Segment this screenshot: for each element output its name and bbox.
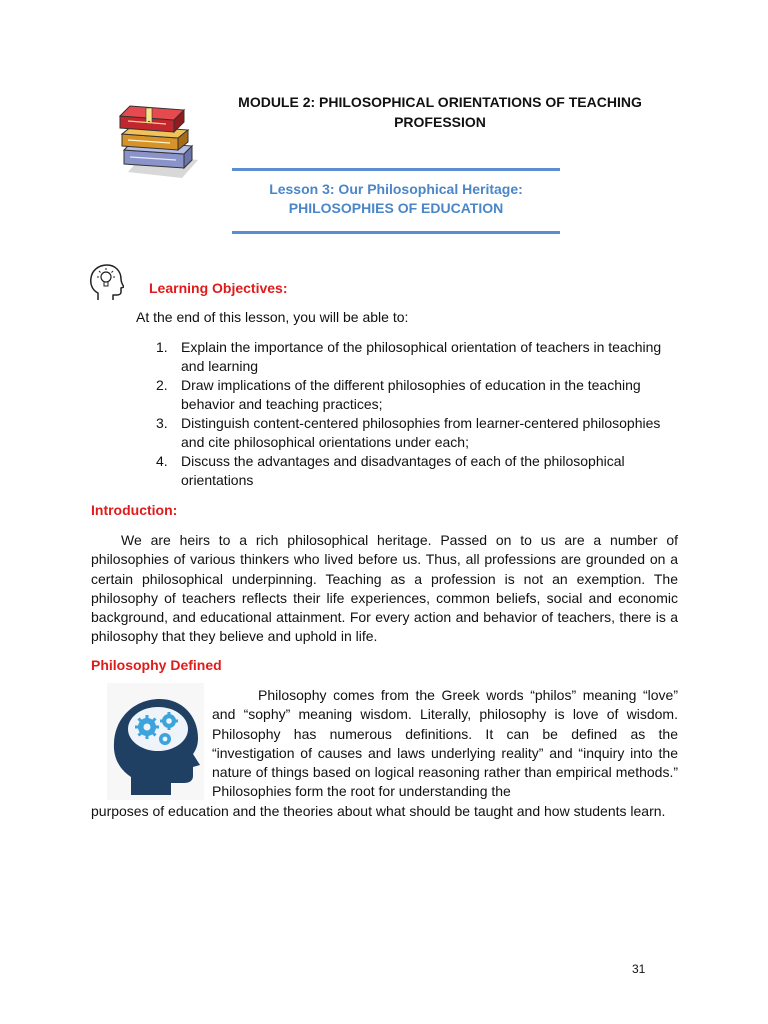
list-text: Draw implications of the different philosophies of education in the teaching behavior and teaching practices; [181,377,641,412]
lesson-title [232,180,560,218]
philosophy-defined-heading: Philosophy Defined [91,657,222,673]
list-text: Discuss the advantages and disadvantages of each of the philosophical orientations [181,453,625,488]
introduction-heading: Introduction: [91,502,178,518]
lesson-top-rule [232,168,560,171]
head-gears-image [107,683,204,800]
list-number: 3. [156,415,168,431]
list-item [156,376,676,414]
list-text: Distinguish content-centered philosophies from learner-centered philosophies and cite philosophical orientations under each; [181,415,661,450]
list-number: 2. [156,377,168,393]
lesson-title-line2: PHILOSOPHIES OF EDUCATION [288,200,504,216]
list-item [156,338,676,376]
page-number: 31 [632,962,646,976]
module-title [200,92,680,132]
book-stack-image [112,94,208,180]
lesson-bottom-rule [232,231,560,234]
module-title-line1: MODULE 2: PHILOSOPHICAL ORIENTATIONS OF TEACHING [238,94,642,110]
objectives-lead: At the end of this lesson, you will be able to: [136,309,409,325]
list-item [156,414,676,452]
list-item [156,452,676,490]
introduction-paragraph: We are heirs to a rich philosophical heritage. Passed on to us are a number of philosophies of various thinkers who lived before us. Thus, all professions are grounded on a certain philosophical underpinning. Teaching as a profession is not an exemption. The philosophy of teachers reflects their life experiences, common beliefs, social and economic background, and educational attainment. For every action and behavior of teachers, there is a philosophy that they believe and uphold in life. [91,532,678,645]
lightbulb-head-icon [88,263,124,303]
objectives-list [156,338,676,490]
learning-objectives-heading: Learning Objectives: [149,280,288,296]
lesson-title-line1: Lesson 3: Our Philosophical Heritage: [269,181,523,197]
module-title-line2: PROFESSION [394,114,486,130]
philosophy-paragraph-continued: purposes of education and the theories about what should be taught and how students learn. [91,803,666,819]
list-number: 4. [156,453,168,469]
philosophy-paragraph: Philosophy comes from the Greek words “philos” meaning “love” and “sophy” meaning wisdom. Literally, philosophy is love of wisdom. Philosophy has numerous definitions. It can be defined as the “investigation of causes and laws underlying reality” and “inquiry into the nature of things based on logical reasoning rather than empirical methods.” Philosophies form the root for understanding the [212,687,678,800]
list-text: Explain the importance of the philosophical orientation of teachers in teaching and learning [181,339,662,374]
list-number: 1. [156,339,168,355]
